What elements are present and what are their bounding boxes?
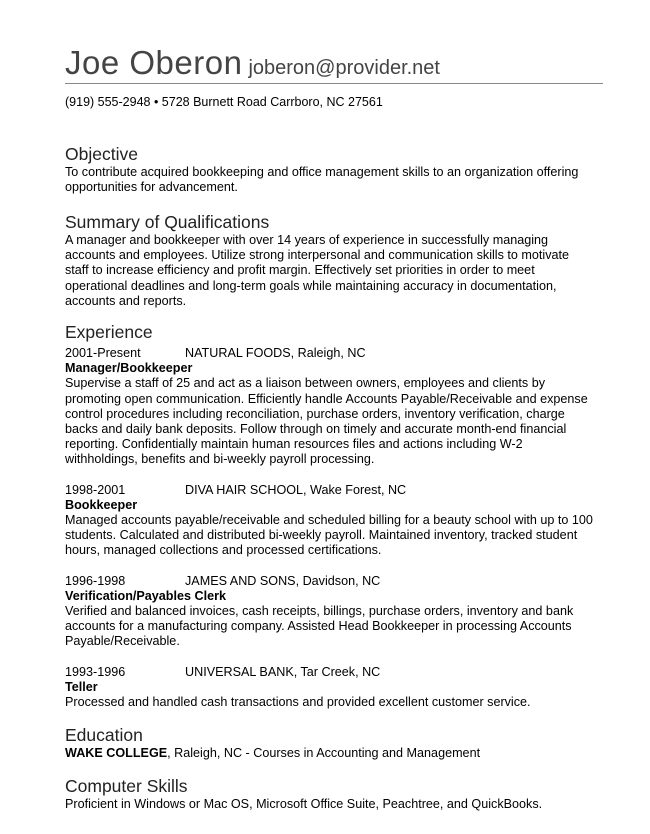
job-description: Verified and balanced invoices, cash receipts, billings, purchase orders, inventory and bank accounts for a manufacturing company. Assisted Head Bookkeeper in processing Accounts Payable/Receivable.: [65, 604, 574, 649]
job-title: Teller: [65, 679, 98, 694]
job-employer: UNIVERSAL BANK, Tar Creek, NC: [185, 664, 381, 679]
job-entry: [65, 483, 595, 559]
summary-section: [65, 211, 595, 309]
education-details: , Raleigh, NC - Courses in Accounting and Management: [167, 746, 481, 760]
job-header: [65, 574, 595, 589]
experience-section: [65, 321, 595, 710]
job-description: Supervise a staff of 25 and act as a liaison between owners, employees and clients by promoting open communication. Efficiently handle Accounts Payable/Receivable and expense control procedures including reconciliation, purchase orders, inventory verification, charge backs and daily bank deposits. Follow through on timely and accurate month-end financial reporting. Confidentially maintain human resources files and actions including W-2 withholdings, benefits and bi-weekly payroll processing.: [65, 376, 588, 467]
header-divider: [65, 83, 603, 84]
objective-section: [65, 143, 595, 195]
job-employer: NATURAL FOODS, Raleigh, NC: [185, 346, 366, 360]
job-description: Processed and handled cash transactions and provided excellent customer service.: [65, 695, 531, 710]
job-employer: JAMES AND SONS, Davidson, NC: [185, 573, 381, 588]
job-entry: [65, 574, 595, 650]
experience-heading: Experience: [65, 322, 153, 342]
skills-section: [65, 775, 595, 812]
job-description: Managed accounts payable/receivable and scheduled billing for a beauty school with up to 100 students. Calculated and distributed bi-weekly payroll. Maintained inventory, tracked student hours, managed collections and processed certifications.: [65, 513, 593, 558]
job-header: [65, 665, 595, 680]
job-dates: 2001-Present: [65, 346, 141, 360]
objective-text: To contribute acquired bookkeeping and office management skills to an organization offering opportunities for advancement.: [65, 165, 579, 195]
skills-heading: Computer Skills: [65, 776, 188, 796]
job-dates: 1998-2001: [65, 482, 126, 497]
candidate-name: Joe Oberon: [65, 44, 243, 81]
candidate-email: joberon@provider.net: [248, 57, 440, 79]
job-entry: [65, 346, 595, 468]
job-header: [65, 346, 595, 361]
education-text: [65, 746, 595, 761]
job-entry: [65, 665, 595, 711]
education-heading: Education: [65, 725, 143, 745]
objective-heading: Objective: [65, 144, 138, 164]
education-section: [65, 724, 595, 761]
job-employer: DIVA HAIR SCHOOL, Wake Forest, NC: [185, 482, 407, 497]
skills-text: Proficient in Windows or Mac OS, Microsoft Office Suite, Peachtree, and QuickBooks.: [65, 797, 543, 811]
school-name: WAKE COLLEGE: [65, 746, 168, 760]
contact-line: (919) 555-2948 • 5728 Burnett Road Carrboro, NC 27561: [65, 95, 383, 109]
resume-header: [65, 44, 603, 82]
job-title: Bookkeeper: [65, 497, 138, 512]
job-dates: 1996-1998: [65, 573, 126, 588]
job-header: [65, 483, 595, 498]
job-title: Verification/Payables Clerk: [65, 588, 227, 603]
job-title: Manager/Bookkeeper: [65, 361, 193, 376]
job-dates: 1993-1996: [65, 664, 126, 679]
summary-text: A manager and bookkeeper with over 14 years of experience in successfully managing accounts and employees. Utilize strong interpersonal and communication skills to motivate staff to increase efficiency and profit margin. Effectively set priorities in order to meet operational deadlines and long-term goals while maintaining accuracy in documentation, accounts and reports.: [65, 233, 569, 308]
summary-heading: Summary of Qualifications: [65, 212, 270, 232]
